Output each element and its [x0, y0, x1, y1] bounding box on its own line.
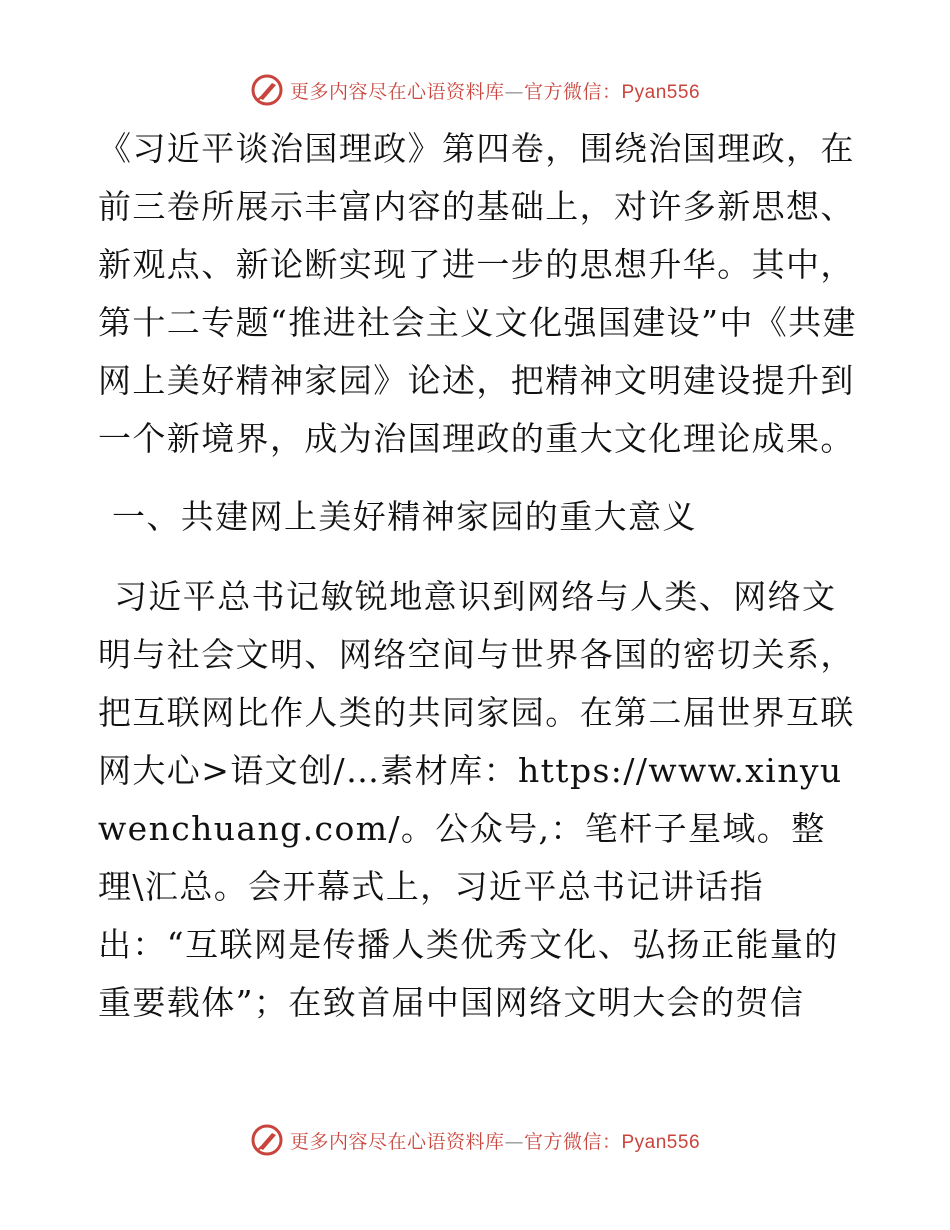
footer-watermark [0, 1120, 950, 1160]
header-watermark [0, 70, 950, 110]
watermark-official: 官方微信： [523, 80, 622, 103]
watermark-handle: Pyan556 [621, 81, 701, 103]
watermark-main: 更多内容尽在心语资料库 [289, 1130, 505, 1153]
watermark-main: 更多内容尽在心语资料库 [289, 80, 505, 103]
watermark-official: 官方微信： [523, 1130, 622, 1153]
watermark-dash: — [504, 80, 524, 103]
quill-pen-logo-icon [250, 73, 284, 107]
body-paragraph-text: 习近平总书记敏锐地意识到网络与人类、网络文明与社会文明、网络空间与世界各国的密切关系，把互联网比作人类的共同家园。在第二届世界互联网大心>语文创/…素材库：https://www.xinyuwenchuang.com/。公众号,：笔杆子星域。整理\汇总。会开幕式上，习近平总书记讲话指出：“互联网是传播人类优秀文化、弘扬正能量的重要载体”；在致首届中国网络文明大会的贺信 [98, 577, 855, 1022]
quill-pen-logo-icon [250, 1123, 284, 1157]
watermark-text [290, 77, 700, 104]
watermark-text [290, 1127, 700, 1154]
watermark-dash: — [504, 1130, 524, 1153]
body-paragraph [98, 568, 858, 1032]
document-body [98, 120, 858, 1032]
watermark-handle: Pyan556 [621, 1131, 701, 1153]
section-heading: 一、共建网上美好精神家园的重大意义 [112, 497, 697, 536]
intro-paragraph: 《习近平谈治国理政》第四卷，围绕治国理政，在前三卷所展示丰富内容的基础上，对许多新思想、新观点、新论断实现了进一步的思想升华。其中，第十二专题“推进社会主义文化强国建设”中《共建网上美好精神家园》论述，把精神文明建设提升到一个新境界，成为治国理政的重大文化理论成果。 [98, 129, 857, 458]
